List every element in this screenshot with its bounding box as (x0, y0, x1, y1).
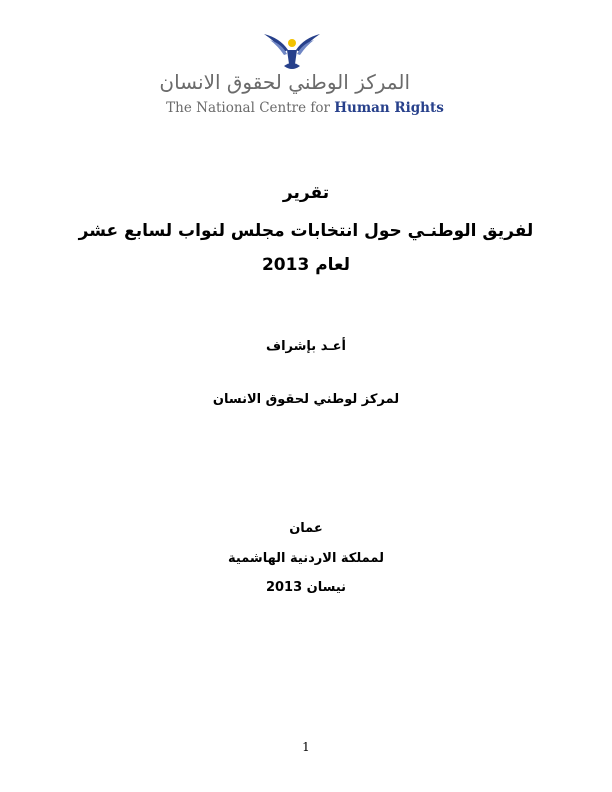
organization-name: لمركز لوطني لحقوق الانسان (212, 392, 400, 407)
page-number: 1 (302, 740, 310, 754)
report-title: تقرير (282, 183, 330, 203)
prepared-by-label: أعـد بإشراف (265, 339, 346, 354)
report-subtitle-line2: لعام 2013 (261, 255, 351, 275)
human-rights-emblem-icon (262, 30, 322, 74)
city-name: عمان (289, 521, 323, 536)
logo-english-emphasis: Human Rights (334, 100, 444, 116)
logo-english-prefix: The National Centre for (166, 100, 335, 116)
logo-english-name (150, 100, 460, 116)
logo-arabic-name: المركز الوطني لحقوق الانسان (159, 70, 410, 94)
country-name: لمملكة الاردنية الهاشمية (228, 551, 384, 566)
report-date: نيسان 2013 (265, 580, 347, 595)
report-subtitle-line1: لفريق الوطنـي حول انتخابات مجلس لنواب لسابع عشر (78, 221, 534, 241)
organization-logo (0, 30, 612, 130)
